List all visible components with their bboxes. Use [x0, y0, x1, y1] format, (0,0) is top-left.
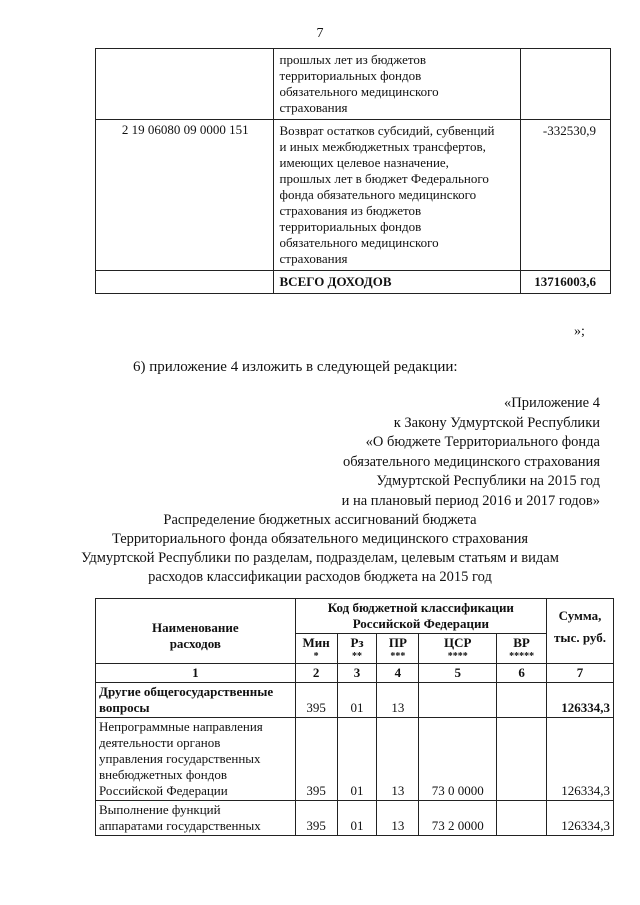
code-pr: 13	[377, 683, 419, 718]
header-col-vr: ВР *****	[497, 634, 547, 664]
table-closing-quote: »;	[574, 324, 585, 339]
income-description: прошлых лет из бюджетов территориальных фондов обязательного медицинского страхования	[273, 49, 521, 120]
page-number: 7	[316, 26, 324, 41]
code-pr: 13	[377, 718, 419, 801]
income-description: Возврат остатков субсидий, субвенций и иных межбюджетных трансфертов, имеющих целевое назначение, прошлых лет в бюджет Федерального фонда обязательного медицинского страхования из бюджетов территориальных фондов обязательного медицинского страхования	[273, 120, 521, 271]
expenditure-sum: 126334,3	[547, 718, 614, 801]
code-vr	[497, 718, 547, 801]
appendix-line: и на плановый период 2016 и 2017 годов»	[341, 492, 600, 509]
column-number: 5	[419, 664, 497, 683]
header-col-rz: Рз **	[337, 634, 377, 664]
income-amount: 13716003,6	[521, 271, 611, 294]
code-pr: 13	[377, 801, 419, 836]
budget-code	[96, 271, 274, 294]
expenditure-name: Выполнение функций аппаратами государственных	[96, 801, 296, 836]
code-csr: 73 2 0000	[419, 801, 497, 836]
header-sum: Сумма, тыс. руб.	[547, 599, 614, 664]
code-min: 395	[295, 801, 337, 836]
table-row	[96, 120, 611, 271]
code-rz: 01	[337, 801, 377, 836]
expenditure-name: Другие общегосударственные вопросы	[96, 683, 296, 718]
column-number: 1	[96, 664, 296, 683]
code-vr	[497, 801, 547, 836]
heading-line: Территориального фонда обязательного медицинского страхования	[111, 531, 529, 547]
appendix-line: обязательного медицинского страхования	[343, 453, 600, 470]
table-heading	[0, 511, 640, 587]
appendix-line: Удмуртской Республики на 2015 год	[376, 473, 600, 489]
header-col-min: Мин *	[295, 634, 337, 664]
header-code-group: Код бюджетной классификации Российской Федерации	[295, 599, 546, 634]
code-vr	[497, 683, 547, 718]
code-csr	[419, 683, 497, 718]
code-min: 395	[295, 718, 337, 801]
code-min: 395	[295, 683, 337, 718]
budget-code: 2 19 06080 09 0000 151	[96, 120, 274, 271]
code-rz: 01	[337, 718, 377, 801]
header-col-pr: ПР ***	[377, 634, 419, 664]
expenditure-name: Непрограммные направления деятельности органов управления государственных внебюджетных фондов Российской Федерации	[96, 718, 296, 801]
table-row	[96, 718, 614, 801]
appendix-line: «О бюджете Территориального фонда	[365, 434, 600, 450]
appendix-header	[342, 394, 600, 511]
code-rz: 01	[337, 683, 377, 718]
heading-line: расходов классификации расходов бюджета на 2015 год	[148, 569, 492, 585]
income-amount	[521, 49, 611, 120]
appendix-line: «Приложение 4	[504, 395, 600, 411]
income-amount: -332530,9	[521, 120, 611, 271]
income-table	[95, 48, 611, 294]
code-csr: 73 0 0000	[419, 718, 497, 801]
table-row	[96, 271, 611, 294]
expenditure-table	[95, 598, 614, 836]
heading-line: Распределение бюджетных ассигнований бюджета	[163, 512, 477, 528]
header-name: Наименование расходов	[96, 599, 296, 664]
heading-line: Удмуртской Республики по разделам, подразделам, целевым статьям и видам	[81, 550, 559, 566]
budget-code	[96, 49, 274, 120]
column-number: 6	[497, 664, 547, 683]
column-number: 7	[547, 664, 614, 683]
column-number: 4	[377, 664, 419, 683]
table-row	[96, 49, 611, 120]
appendix-line: к Закону Удмуртской Республики	[393, 414, 600, 431]
expenditure-sum: 126334,3	[547, 801, 614, 836]
column-number: 2	[295, 664, 337, 683]
expenditure-sum: 126334,3	[547, 683, 614, 718]
amendment-paragraph: 6) приложение 4 изложить в следующей редакции:	[133, 359, 458, 375]
column-number: 3	[337, 664, 377, 683]
table-row	[96, 683, 614, 718]
income-description: ВСЕГО ДОХОДОВ	[273, 271, 521, 294]
table-row	[96, 801, 614, 836]
header-col-csr: ЦСР ****	[419, 634, 497, 664]
